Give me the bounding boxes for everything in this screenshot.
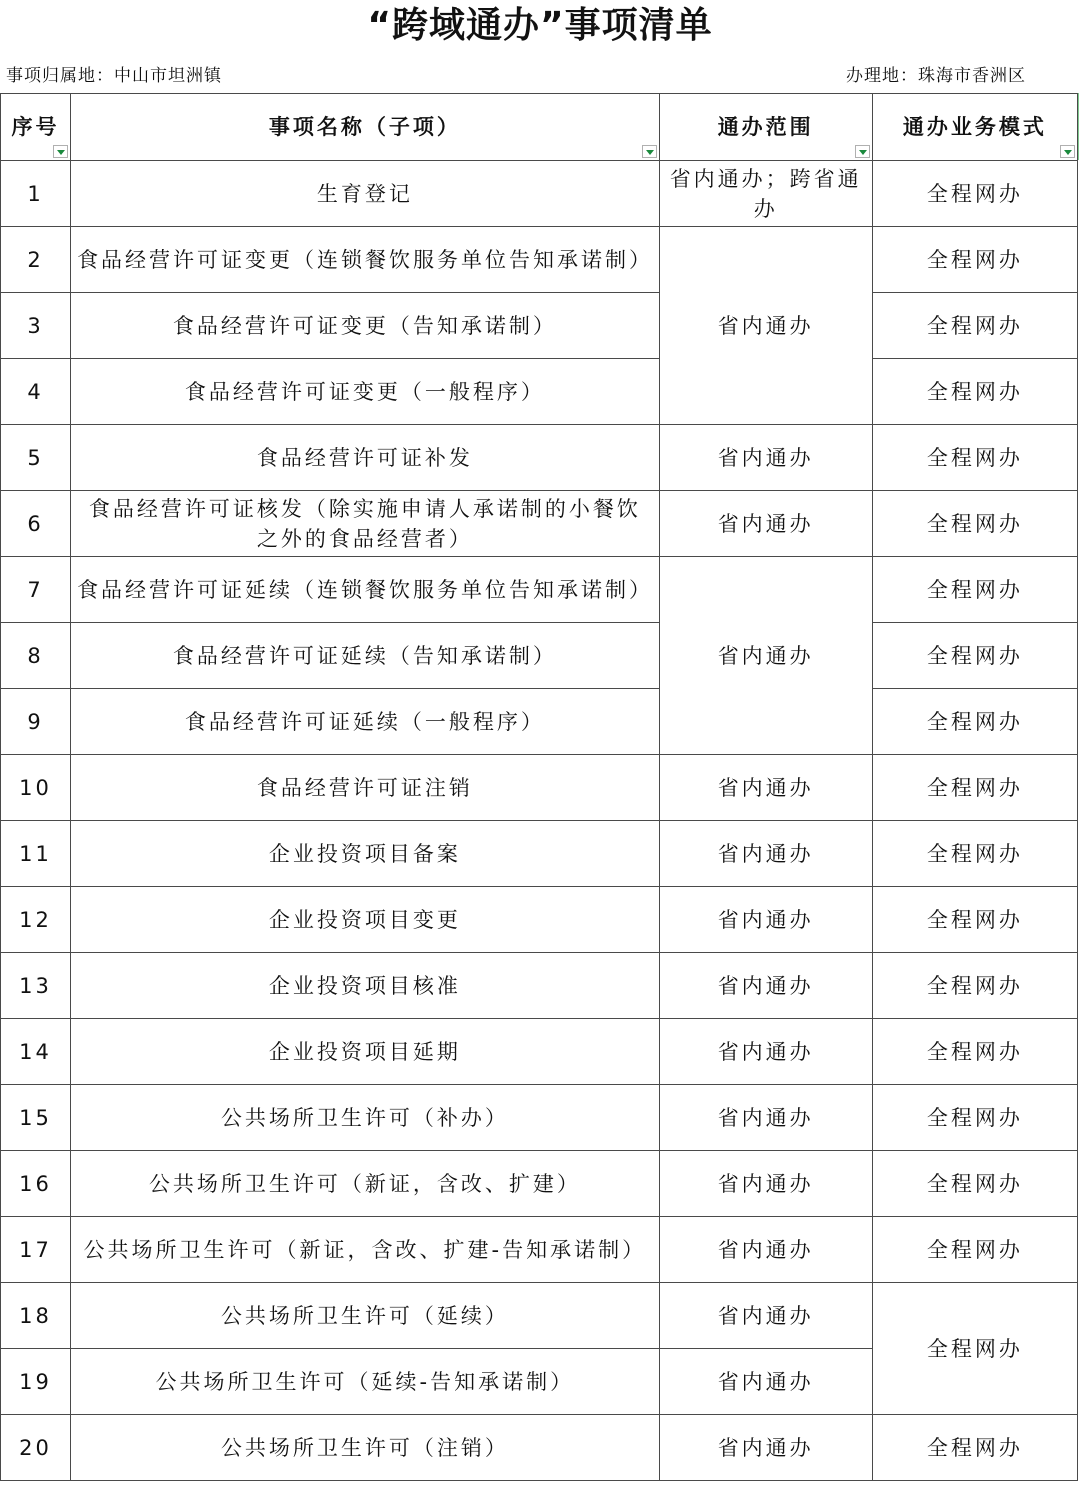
row-name: 食品经营许可证延续（一般程序） xyxy=(71,689,660,755)
row-mode: 全程网办 xyxy=(872,887,1077,953)
row-name: 公共场所卫生许可（注销） xyxy=(71,1415,660,1481)
header-index xyxy=(1,94,71,161)
table-row xyxy=(1,359,1078,425)
row-mode: 全程网办 xyxy=(872,623,1077,689)
row-scope: 省内通办 xyxy=(659,227,872,425)
belong-location: 事项归属地：中山市坦洲镇 xyxy=(6,66,222,86)
row-mode: 全程网办 xyxy=(872,1217,1077,1283)
row-name: 公共场所卫生许可（延续） xyxy=(71,1283,660,1349)
row-index: 6 xyxy=(1,491,71,557)
row-index: 7 xyxy=(1,557,71,623)
row-index: 17 xyxy=(1,1217,71,1283)
page-title: “跨域通办”事项清单 xyxy=(367,5,713,46)
row-index: 4 xyxy=(1,359,71,425)
row-index: 16 xyxy=(1,1151,71,1217)
row-name: 食品经营许可证补发 xyxy=(71,425,660,491)
table-row xyxy=(1,755,1078,821)
row-index: 18 xyxy=(1,1283,71,1349)
table-row xyxy=(1,623,1078,689)
row-index: 19 xyxy=(1,1349,71,1415)
row-scope: 省内通办 xyxy=(659,953,872,1019)
table-row xyxy=(1,425,1078,491)
row-index: 12 xyxy=(1,887,71,953)
row-index: 3 xyxy=(1,293,71,359)
table-row xyxy=(1,1019,1078,1085)
table-row xyxy=(1,1151,1078,1217)
row-mode: 全程网办 xyxy=(872,755,1077,821)
row-mode: 全程网办 xyxy=(872,821,1077,887)
row-name: 食品经营许可证注销 xyxy=(71,755,660,821)
row-index: 9 xyxy=(1,689,71,755)
table-row xyxy=(1,1283,1078,1349)
row-name: 食品经营许可证核发（除实施申请人承诺制的小餐饮之外的食品经营者） xyxy=(71,491,660,557)
header-scope xyxy=(659,94,872,161)
filter-dropdown-icon[interactable] xyxy=(642,145,657,158)
row-scope: 省内通办 xyxy=(659,755,872,821)
row-name: 企业投资项目延期 xyxy=(71,1019,660,1085)
table-row xyxy=(1,821,1078,887)
handle-location: 办理地：珠海市香洲区 xyxy=(846,66,1026,86)
row-mode: 全程网办 xyxy=(872,293,1077,359)
row-scope: 省内通办 xyxy=(659,1217,872,1283)
row-index: 13 xyxy=(1,953,71,1019)
row-scope: 省内通办 xyxy=(659,1151,872,1217)
row-mode: 全程网办 xyxy=(872,689,1077,755)
row-name: 公共场所卫生许可（延续-告知承诺制） xyxy=(71,1349,660,1415)
header-name xyxy=(71,94,660,161)
row-name: 企业投资项目备案 xyxy=(71,821,660,887)
row-scope: 省内通办；跨省通办 xyxy=(659,161,872,227)
row-index: 11 xyxy=(1,821,71,887)
row-name: 食品经营许可证变更（连锁餐饮服务单位告知承诺制） xyxy=(71,227,660,293)
row-index: 2 xyxy=(1,227,71,293)
row-scope: 省内通办 xyxy=(659,557,872,755)
row-index: 14 xyxy=(1,1019,71,1085)
row-index: 10 xyxy=(1,755,71,821)
row-scope: 省内通办 xyxy=(659,887,872,953)
table-row xyxy=(1,887,1078,953)
filter-dropdown-icon[interactable] xyxy=(1060,145,1075,158)
row-index: 15 xyxy=(1,1085,71,1151)
items-table xyxy=(0,93,1078,1481)
table-row xyxy=(1,161,1078,227)
row-name: 企业投资项目核准 xyxy=(71,953,660,1019)
header-mode-label: 通办业务模式 xyxy=(902,115,1047,139)
row-scope: 省内通办 xyxy=(659,1019,872,1085)
row-mode: 全程网办 xyxy=(872,1019,1077,1085)
row-mode: 全程网办 xyxy=(872,1415,1077,1481)
table-row xyxy=(1,689,1078,755)
header-index-label: 序号 xyxy=(11,115,60,139)
table-row xyxy=(1,953,1078,1019)
table-row xyxy=(1,1085,1078,1151)
row-name: 企业投资项目变更 xyxy=(71,887,660,953)
table-row xyxy=(1,1415,1078,1481)
table-row xyxy=(1,491,1078,557)
row-mode: 全程网办 xyxy=(872,227,1077,293)
row-index: 8 xyxy=(1,623,71,689)
row-name: 食品经营许可证延续（连锁餐饮服务单位告知承诺制） xyxy=(71,557,660,623)
row-index: 1 xyxy=(1,161,71,227)
table-row xyxy=(1,1217,1078,1283)
row-scope: 省内通办 xyxy=(659,491,872,557)
row-scope: 省内通办 xyxy=(659,425,872,491)
row-mode: 全程网办 xyxy=(872,425,1077,491)
table-row xyxy=(1,293,1078,359)
row-scope: 省内通办 xyxy=(659,821,872,887)
row-name: 食品经营许可证变更（一般程序） xyxy=(71,359,660,425)
header-mode xyxy=(872,94,1077,161)
row-mode: 全程网办 xyxy=(872,557,1077,623)
table-row xyxy=(1,227,1078,293)
filter-dropdown-icon[interactable] xyxy=(53,145,68,158)
row-scope: 省内通办 xyxy=(659,1349,872,1415)
header-row xyxy=(1,94,1078,161)
header-name-label: 事项名称（子项） xyxy=(268,115,461,139)
header-scope-label: 通办范围 xyxy=(717,115,814,139)
row-mode: 全程网办 xyxy=(872,1085,1077,1151)
row-mode: 全程网办 xyxy=(872,491,1077,557)
row-name: 公共场所卫生许可（补办） xyxy=(71,1085,660,1151)
row-mode: 全程网办 xyxy=(872,1283,1077,1415)
row-mode: 全程网办 xyxy=(872,161,1077,227)
row-mode: 全程网办 xyxy=(872,953,1077,1019)
row-scope: 省内通办 xyxy=(659,1283,872,1349)
row-scope: 省内通办 xyxy=(659,1085,872,1151)
row-name: 食品经营许可证延续（告知承诺制） xyxy=(71,623,660,689)
row-index: 20 xyxy=(1,1415,71,1481)
filter-dropdown-icon[interactable] xyxy=(855,145,870,158)
row-mode: 全程网办 xyxy=(872,1151,1077,1217)
row-name: 公共场所卫生许可（新证，含改、扩建-告知承诺制） xyxy=(71,1217,660,1283)
row-name: 生育登记 xyxy=(71,161,660,227)
row-mode: 全程网办 xyxy=(872,359,1077,425)
row-name: 公共场所卫生许可（新证，含改、扩建） xyxy=(71,1151,660,1217)
row-index: 5 xyxy=(1,425,71,491)
row-name: 食品经营许可证变更（告知承诺制） xyxy=(71,293,660,359)
table-row xyxy=(1,557,1078,623)
row-scope: 省内通办 xyxy=(659,1415,872,1481)
